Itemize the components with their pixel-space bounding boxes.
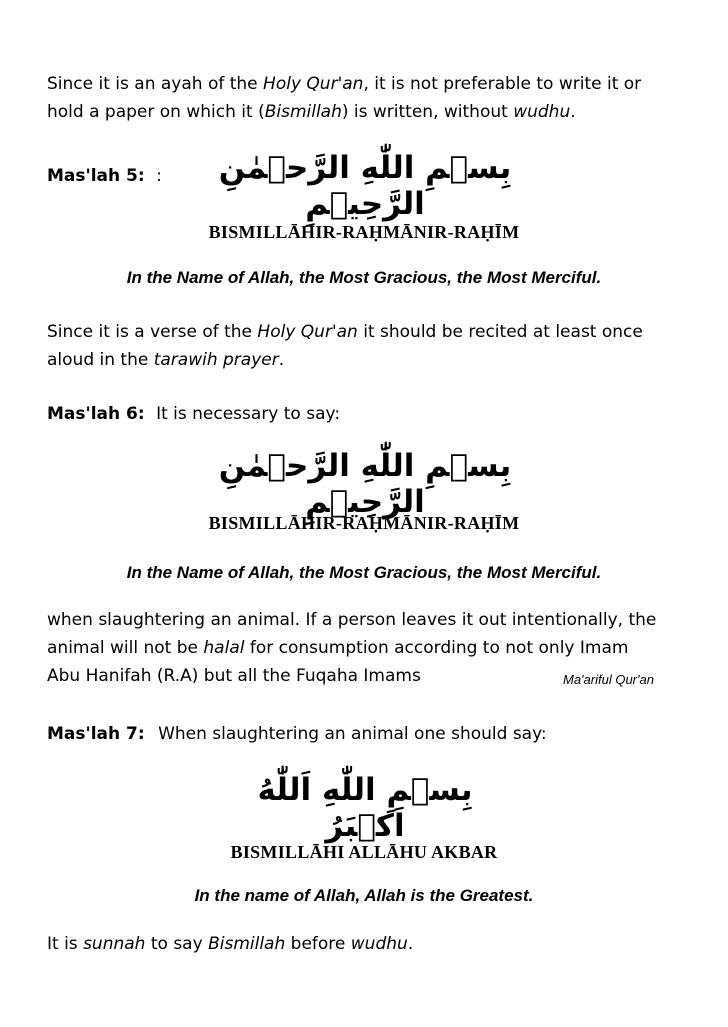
translation: In the Name of Allah, the Most Gracious, the Most Merciful. — [126, 563, 602, 582]
text-run: hold a paper on which it ( — [47, 102, 265, 122]
text-run: to say — [145, 934, 209, 954]
maslah-text: It is necessary to say: — [156, 404, 341, 424]
text-run: Since it is an ayah of the — [47, 74, 264, 94]
text-run: for consumption according to not only Imam — [244, 638, 629, 658]
maslah-label: Mas'lah 7: — [47, 724, 145, 744]
text-run-italic: halal — [203, 638, 245, 658]
paragraph-line — [47, 98, 687, 126]
text-run-italic: tarawih prayer — [153, 350, 279, 370]
text-run: . — [278, 350, 285, 370]
colon: : — [156, 166, 162, 186]
text-run: , it is not preferable to write it or — [363, 74, 642, 94]
arabic-bismillah-allahu-akbar: بِسۡمِ اللّٰهِ اَللّٰهُ اَكۡبَرُ — [257, 772, 473, 844]
text-run: . — [570, 102, 576, 122]
text-run-italic: Bismillah — [208, 934, 286, 954]
text-run: Since it is a verse of the — [47, 322, 258, 342]
text-run-italic: Bismillah — [264, 102, 342, 122]
translation: In the Name of Allah, the Most Gracious, the Most Merciful. — [126, 268, 602, 287]
text-run-italic: Holy Qur'an — [257, 322, 358, 342]
paragraph-line: Abu Hanifah (R.A) but all the Fuqaha Imams — [47, 666, 421, 686]
paragraph-line — [47, 70, 687, 98]
text-run-italic: wudhu — [513, 102, 571, 122]
transliteration: BISMILLĀHI ALLĀHU AKBAR — [230, 842, 498, 862]
maslah-7-heading — [47, 720, 687, 748]
paragraph-wudhu-note — [47, 930, 687, 958]
paragraph-ayah-note — [47, 70, 687, 126]
translation: In the name of Allah, Allah is the Greatest. — [194, 886, 534, 905]
paragraph-line: when slaughtering an animal. If a person leaves it out intentionally, the — [47, 610, 657, 630]
paragraph-line — [47, 634, 687, 662]
text-run: It is — [47, 934, 84, 954]
maslah-label: Mas'lah 5: — [47, 166, 145, 186]
maslah-text: When slaughtering an animal one should say: — [158, 724, 547, 744]
paragraph-tarawih-note — [47, 318, 687, 374]
transliteration: BISMILLĀHIR-RAḤMĀNIR-RAḤĪM — [208, 513, 520, 533]
text-run-italic: Holy Qur'an — [263, 74, 364, 94]
text-run: . — [407, 934, 414, 954]
text-run-italic: wudhu — [350, 934, 408, 954]
text-run: it should be recited at least once — [357, 322, 643, 342]
text-run: before — [285, 934, 351, 954]
text-run: ) is written, without — [341, 102, 514, 122]
maslah-label: Mas'lah 6: — [47, 404, 145, 424]
paragraph-line — [47, 318, 687, 346]
maslah-6-heading — [47, 400, 687, 428]
arabic-bismillah: بِسۡمِ اللّٰهِ الرَّحۡمٰنِ الرَّحِيۡمِ — [218, 150, 512, 222]
source-citation: Ma'ariful Qur'an — [563, 672, 654, 687]
transliteration: BISMILLĀHIR-RAḤMĀNIR-RAḤĪM — [208, 222, 520, 242]
paragraph-line — [47, 346, 687, 374]
text-run: aloud in the — [47, 350, 154, 370]
text-run-italic: sunnah — [83, 934, 146, 954]
arabic-bismillah: بِسۡمِ اللّٰهِ الرَّحۡمٰنِ الرَّحِيۡمِ — [218, 448, 512, 520]
text-run: animal will not be — [47, 638, 204, 658]
